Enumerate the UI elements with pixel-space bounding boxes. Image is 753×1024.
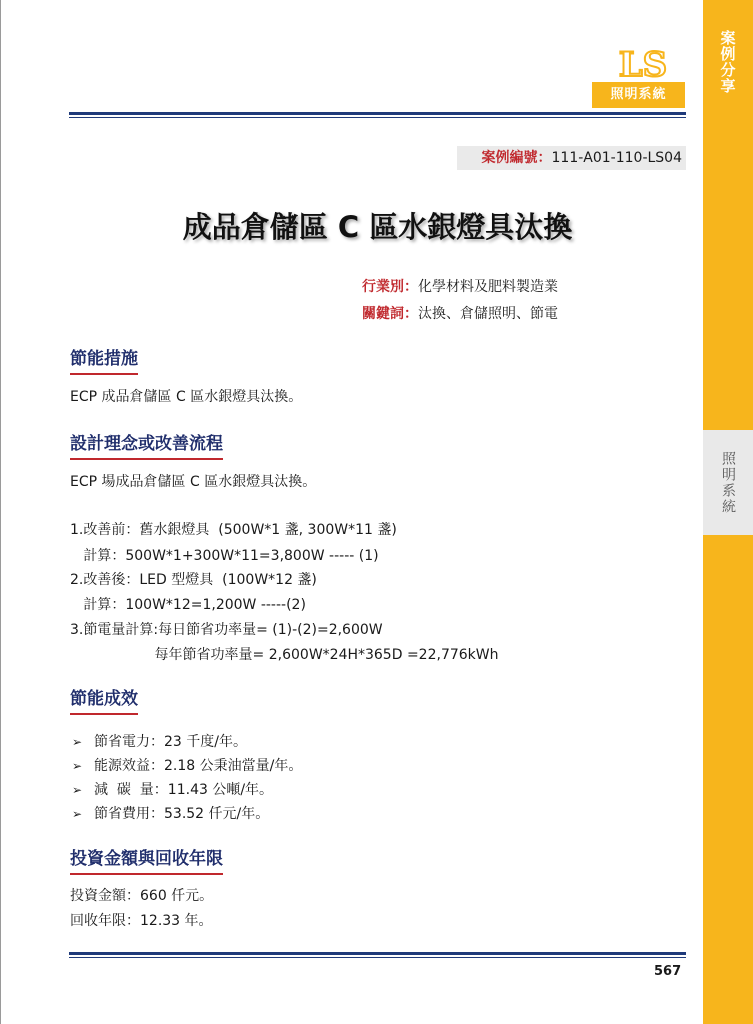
- page-title: 成品倉儲區 C 區水銀燈具汰換: [182, 210, 573, 244]
- list-item: [72, 802, 302, 826]
- design-line-4: 計算：100W*12=1,200W -----(2): [70, 597, 306, 613]
- design-line-2: 計算：500W*1+300W*11=3,800W ----- (1): [70, 548, 379, 564]
- side-tab: [703, 0, 753, 1024]
- results-list: [72, 730, 302, 826]
- industry-line: [362, 276, 558, 296]
- arrow-bullet-icon: ➢: [72, 783, 83, 797]
- section-heading-measures: 節能措施: [70, 348, 138, 375]
- ls-logo-text: LS: [618, 45, 668, 82]
- keywords-value: 汰換、倉儲照明、節電: [418, 306, 558, 322]
- logo-band-label: 照明系統: [592, 82, 685, 108]
- design-line-3: 2.改善後：LED 型燈具 (100W*12 盞): [70, 572, 317, 588]
- side-tab-lighting-label: 照明系統: [720, 450, 736, 515]
- page-number: 567: [654, 964, 682, 979]
- design-line-5: 3.節電量計算:每日節省功率量= (1)-(2)=2,600W: [70, 622, 383, 638]
- side-tab-lighting: [703, 430, 753, 535]
- section-heading-investment: 投資金額與回收年限: [70, 848, 223, 875]
- section-heading-design: 設計理念或改善流程: [70, 433, 223, 460]
- keywords-label: 關鍵詞：: [362, 306, 418, 322]
- list-item: [72, 730, 302, 754]
- header-rule: [69, 112, 686, 118]
- arrow-bullet-icon: ➢: [72, 735, 83, 749]
- design-line-1: 1.改善前：舊水銀燈具 (500W*1 盞, 300W*11 盞): [70, 522, 397, 538]
- design-line-6: 每年節省功率量= 2,600W*24H*365D =22,776kWh: [70, 647, 499, 663]
- ls-logo-letters: [602, 44, 685, 82]
- section-heading-results: 節能成效: [70, 688, 138, 715]
- measures-text: ECP 成品倉儲區 C 區水銀燈具汰換。: [70, 389, 303, 405]
- ls-logo: [592, 44, 685, 108]
- investment-line-2: 回收年限：12.33 年。: [70, 913, 213, 929]
- arrow-bullet-icon: ➢: [72, 807, 83, 821]
- investment-line-1: 投資金額：660 仟元。: [70, 888, 214, 904]
- list-item: [72, 754, 302, 778]
- industry-label: 行業別：: [362, 279, 418, 295]
- industry-value: 化學材料及肥料製造業: [418, 279, 558, 295]
- case-number-value: 111-A01-110-LS04: [551, 150, 682, 166]
- result-text: 減 碳 量：11.43 公噸/年。: [94, 782, 274, 798]
- case-number-label: 案例編號：: [481, 150, 552, 166]
- result-text: 能源效益：2.18 公秉油當量/年。: [94, 758, 303, 774]
- page-border: [0, 0, 1, 1024]
- result-text: 節省電力：23 千度/年。: [94, 734, 247, 750]
- footer-rule: [69, 952, 686, 958]
- arrow-bullet-icon: ➢: [72, 759, 83, 773]
- result-text: 節省費用：53.52 仟元/年。: [94, 806, 270, 822]
- design-intro: ECP 場成品倉儲區 C 區水銀燈具汰換。: [70, 474, 317, 490]
- keywords-line: [362, 303, 558, 323]
- case-number: [457, 146, 686, 170]
- list-item: [72, 778, 302, 802]
- side-tab-case-share: 案例分享: [718, 30, 737, 94]
